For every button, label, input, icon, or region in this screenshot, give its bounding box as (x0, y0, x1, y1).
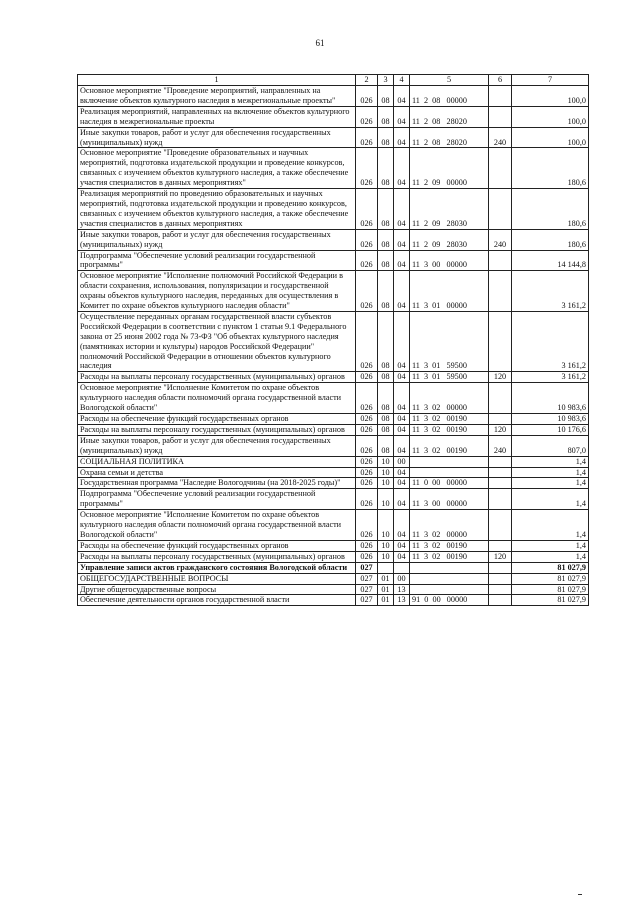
row-subsection-cell: 04 (394, 86, 410, 107)
row-admin-code-cell: 026 (356, 271, 378, 312)
row-subsection-cell: 04 (394, 435, 410, 456)
table-row (78, 489, 589, 510)
row-target-article-cell (410, 562, 489, 573)
row-amount-cell: 10 983,6 (512, 383, 589, 414)
row-admin-code-cell: 026 (356, 456, 378, 467)
row-admin-code-cell: 026 (356, 86, 378, 107)
row-expense-type-cell: 240 (489, 127, 512, 148)
row-subsection-cell: 04 (394, 489, 410, 510)
row-amount-cell: 81 027,9 (512, 573, 589, 584)
row-target-article-cell (410, 467, 489, 478)
row-section-cell: 08 (378, 189, 394, 230)
row-admin-code-cell: 026 (356, 229, 378, 250)
row-name-cell: Расходы на обеспечение функций государственных органов (78, 414, 356, 425)
row-admin-code-cell: 026 (356, 424, 378, 435)
row-amount-cell: 3 161,2 (512, 311, 589, 371)
table-row (78, 229, 589, 250)
row-expense-type-cell (489, 467, 512, 478)
row-expense-type-cell (489, 414, 512, 425)
row-admin-code-cell: 026 (356, 489, 378, 510)
row-expense-type-cell (489, 189, 512, 230)
row-expense-type-cell (489, 540, 512, 551)
row-target-article-cell: 11 3 02 00190 (410, 551, 489, 562)
row-name-cell: Реализация мероприятий, направленных на включение объектов культурного наследия в межрегиональные проекты (78, 106, 356, 127)
row-amount-cell: 3 161,2 (512, 271, 589, 312)
row-amount-cell: 1,4 (512, 551, 589, 562)
row-subsection-cell: 04 (394, 127, 410, 148)
table-row (78, 435, 589, 456)
row-name-cell: Государственная программа "Наследие Вологодчины (на 2018-2025 годы)" (78, 478, 356, 489)
row-section-cell: 08 (378, 271, 394, 312)
row-section-cell: 08 (378, 414, 394, 425)
header-cell: 7 (512, 75, 589, 86)
row-subsection-cell: 00 (394, 456, 410, 467)
page-number: 61 (315, 38, 325, 48)
row-name-cell: Расходы на обеспечение функций государственных органов (78, 540, 356, 551)
row-subsection-cell: 04 (394, 311, 410, 371)
row-target-article-cell: 11 2 08 00000 (410, 86, 489, 107)
row-expense-type-cell (489, 489, 512, 510)
row-target-article-cell: 11 3 01 00000 (410, 271, 489, 312)
row-subsection-cell: 04 (394, 478, 410, 489)
header-cell: 3 (378, 75, 394, 86)
row-amount-cell: 81 027,9 (512, 584, 589, 595)
row-name-cell: Реализация мероприятий по проведению образовательных и научных мероприятий, подготовка издательской продукции и проведению конкурсов, связанных с изучением объектов культурного наследия, а также обеспечение участия специалистов в данных мероприятиях (78, 189, 356, 230)
row-target-article-cell: 11 3 01 59500 (410, 372, 489, 383)
row-expense-type-cell (489, 271, 512, 312)
row-amount-cell: 1,4 (512, 478, 589, 489)
row-name-cell: Управление записи актов гражданского состояния Вологодской области (78, 562, 356, 573)
row-section-cell: 10 (378, 510, 394, 541)
row-admin-code-cell: 026 (356, 148, 378, 189)
table-row (78, 127, 589, 148)
row-amount-cell: 1,4 (512, 540, 589, 551)
row-target-article-cell (410, 573, 489, 584)
table-row (78, 595, 589, 606)
row-admin-code-cell: 026 (356, 127, 378, 148)
table-row (78, 148, 589, 189)
table-row (78, 584, 589, 595)
row-subsection-cell: 00 (394, 573, 410, 584)
row-section-cell: 10 (378, 478, 394, 489)
row-name-cell: СОЦИАЛЬНАЯ ПОЛИТИКА (78, 456, 356, 467)
row-section-cell (378, 562, 394, 573)
table-row (78, 106, 589, 127)
row-section-cell: 08 (378, 435, 394, 456)
row-subsection-cell: 04 (394, 467, 410, 478)
row-amount-cell: 10 176,6 (512, 424, 589, 435)
row-subsection-cell: 04 (394, 551, 410, 562)
row-admin-code-cell: 026 (356, 510, 378, 541)
header-cell: 6 (489, 75, 512, 86)
table-body (78, 86, 589, 606)
row-admin-code-cell: 026 (356, 189, 378, 230)
row-name-cell: ОБЩЕГОСУДАРСТВЕННЫЕ ВОПРОСЫ (78, 573, 356, 584)
row-admin-code-cell: 027 (356, 584, 378, 595)
row-amount-cell: 100,0 (512, 106, 589, 127)
row-expense-type-cell (489, 562, 512, 573)
row-amount-cell: 180,6 (512, 148, 589, 189)
table-row (78, 478, 589, 489)
row-target-article-cell: 91 0 00 00000 (410, 595, 489, 606)
row-section-cell: 10 (378, 456, 394, 467)
row-section-cell: 08 (378, 424, 394, 435)
row-target-article-cell: 11 3 02 00190 (410, 540, 489, 551)
row-subsection-cell: 04 (394, 540, 410, 551)
row-subsection-cell: 04 (394, 250, 410, 271)
row-target-article-cell: 11 3 00 00000 (410, 489, 489, 510)
row-amount-cell: 180,6 (512, 229, 589, 250)
row-target-article-cell: 11 3 02 00190 (410, 414, 489, 425)
row-section-cell: 10 (378, 467, 394, 478)
row-target-article-cell: 11 2 09 00000 (410, 148, 489, 189)
row-name-cell: Обеспечение деятельности органов государственной власти (78, 595, 356, 606)
row-name-cell: Иные закупки товаров, работ и услуг для обеспечения государственных (муниципальных) нужд (78, 229, 356, 250)
row-section-cell: 08 (378, 86, 394, 107)
row-amount-cell: 81 027,9 (512, 595, 589, 606)
row-target-article-cell: 11 2 09 28030 (410, 229, 489, 250)
row-target-article-cell: 11 3 02 00190 (410, 435, 489, 456)
row-name-cell: Основное мероприятие "Исполнение Комитетом по охране объектов культурного наследия области полномочий органа государственной власти Вологодской области" (78, 510, 356, 541)
row-admin-code-cell: 026 (356, 478, 378, 489)
row-target-article-cell (410, 456, 489, 467)
row-amount-cell: 81 027,9 (512, 562, 589, 573)
budget-table (77, 74, 589, 606)
row-section-cell: 08 (378, 311, 394, 371)
row-section-cell: 01 (378, 595, 394, 606)
table-row (78, 573, 589, 584)
row-admin-code-cell: 026 (356, 467, 378, 478)
row-target-article-cell: 11 2 09 28030 (410, 189, 489, 230)
table-row (78, 189, 589, 230)
row-section-cell: 10 (378, 551, 394, 562)
row-subsection-cell: 04 (394, 414, 410, 425)
row-expense-type-cell (489, 106, 512, 127)
row-admin-code-cell: 026 (356, 435, 378, 456)
row-expense-type-cell (489, 311, 512, 371)
row-expense-type-cell: 120 (489, 551, 512, 562)
table-row (78, 424, 589, 435)
row-amount-cell: 1,4 (512, 510, 589, 541)
row-name-cell: Охрана семьи и детства (78, 467, 356, 478)
row-target-article-cell: 11 3 02 00000 (410, 510, 489, 541)
row-name-cell: Основное мероприятие "Исполнение Комитетом по охране объектов культурного наследия области полномочий органа государственной власти Вологодской области" (78, 383, 356, 414)
row-section-cell: 10 (378, 489, 394, 510)
row-amount-cell: 1,4 (512, 489, 589, 510)
row-section-cell: 01 (378, 573, 394, 584)
row-name-cell: Подпрограмма "Обеспечение условий реализации государственной программы" (78, 250, 356, 271)
row-target-article-cell: 11 3 01 59500 (410, 311, 489, 371)
table-row (78, 250, 589, 271)
row-subsection-cell: 13 (394, 584, 410, 595)
row-expense-type-cell (489, 573, 512, 584)
row-subsection-cell: 04 (394, 383, 410, 414)
row-name-cell: Основное мероприятие "Проведение мероприятий, направленных на включение объектов культурного наследия в межрегиональные проекты" (78, 86, 356, 107)
header-cell: 1 (78, 75, 356, 86)
row-section-cell: 10 (378, 540, 394, 551)
row-expense-type-cell: 240 (489, 229, 512, 250)
row-admin-code-cell: 026 (356, 414, 378, 425)
row-expense-type-cell (489, 584, 512, 595)
row-amount-cell: 3 161,2 (512, 372, 589, 383)
table-header-row (78, 75, 589, 86)
row-admin-code-cell: 026 (356, 383, 378, 414)
row-amount-cell: 10 983,6 (512, 414, 589, 425)
row-subsection-cell (394, 562, 410, 573)
row-name-cell: Иные закупки товаров, работ и услуг для обеспечения государственных (муниципальных) нужд (78, 127, 356, 148)
row-expense-type-cell: 120 (489, 424, 512, 435)
row-target-article-cell (410, 584, 489, 595)
row-amount-cell: 807,0 (512, 435, 589, 456)
row-name-cell: Осуществление переданных органам государственной власти субъектов Российской Федерации в соответствии с пунктом 1 статьи 9.1 Федерального закона от 25 июня 2002 года № 73-ФЗ "Об объектах культурного наследия (памятниках истории и культуры) народов Российской Федерации" полномочий Российской Федерации в отношении объектов культурного наследия (78, 311, 356, 371)
row-name-cell: Основное мероприятие "Исполнение полномочий Российской Федерации в области сохранения, использования, популяризации и государственной охраны объектов культурного наследия, переданных для осуществления в Комитет по охране объектов культурного наследия области" (78, 271, 356, 312)
row-expense-type-cell: 120 (489, 372, 512, 383)
table-row (78, 510, 589, 541)
header-cell: 2 (356, 75, 378, 86)
row-target-article-cell: 11 2 08 28020 (410, 106, 489, 127)
table-row (78, 311, 589, 371)
row-section-cell: 08 (378, 127, 394, 148)
row-expense-type-cell (489, 510, 512, 541)
table-row (78, 383, 589, 414)
row-section-cell: 08 (378, 383, 394, 414)
row-name-cell: Подпрограмма "Обеспечение условий реализации государственной программы" (78, 489, 356, 510)
row-expense-type-cell (489, 250, 512, 271)
row-subsection-cell: 04 (394, 189, 410, 230)
table-row (78, 540, 589, 551)
row-admin-code-cell: 026 (356, 372, 378, 383)
row-section-cell: 08 (378, 106, 394, 127)
row-subsection-cell: 04 (394, 424, 410, 435)
row-subsection-cell: 13 (394, 595, 410, 606)
table-row (78, 86, 589, 107)
table-row (78, 414, 589, 425)
row-subsection-cell: 04 (394, 106, 410, 127)
table-row (78, 372, 589, 383)
row-expense-type-cell (489, 383, 512, 414)
row-amount-cell: 100,0 (512, 127, 589, 148)
row-subsection-cell: 04 (394, 510, 410, 541)
table-row (78, 456, 589, 467)
header-cell: 4 (394, 75, 410, 86)
row-admin-code-cell: 026 (356, 311, 378, 371)
row-amount-cell: 100,0 (512, 86, 589, 107)
row-admin-code-cell: 026 (356, 540, 378, 551)
row-section-cell: 08 (378, 148, 394, 189)
row-admin-code-cell: 027 (356, 573, 378, 584)
row-target-article-cell: 11 3 02 00000 (410, 383, 489, 414)
row-expense-type-cell (489, 456, 512, 467)
row-name-cell: Расходы на выплаты персоналу государственных (муниципальных) органов (78, 424, 356, 435)
row-admin-code-cell: 026 (356, 250, 378, 271)
row-expense-type-cell (489, 595, 512, 606)
row-section-cell: 08 (378, 372, 394, 383)
row-subsection-cell: 04 (394, 271, 410, 312)
header-cell: 5 (410, 75, 489, 86)
row-expense-type-cell: 240 (489, 435, 512, 456)
row-target-article-cell: 11 2 08 28020 (410, 127, 489, 148)
row-name-cell: Основное мероприятие "Проведение образовательных и научных мероприятий, подготовка издательской продукции и проведение конкурсов, связанных с изучением объектов культурного наследия, а также обеспечение участия специалистов в данных мероприятиях" (78, 148, 356, 189)
row-subsection-cell: 04 (394, 148, 410, 189)
row-target-article-cell: 11 3 00 00000 (410, 250, 489, 271)
row-amount-cell: 180,6 (512, 189, 589, 230)
row-amount-cell: 1,4 (512, 467, 589, 478)
table-row (78, 562, 589, 573)
table-row (78, 551, 589, 562)
row-section-cell: 01 (378, 584, 394, 595)
row-amount-cell: 14 144,8 (512, 250, 589, 271)
row-admin-code-cell: 026 (356, 551, 378, 562)
row-expense-type-cell (489, 86, 512, 107)
row-amount-cell: 1,4 (512, 456, 589, 467)
row-subsection-cell: 04 (394, 372, 410, 383)
row-section-cell: 08 (378, 229, 394, 250)
row-admin-code-cell: 027 (356, 595, 378, 606)
row-name-cell: Другие общегосударственные вопросы (78, 584, 356, 595)
row-expense-type-cell (489, 148, 512, 189)
row-expense-type-cell (489, 478, 512, 489)
row-target-article-cell: 11 3 02 00190 (410, 424, 489, 435)
row-name-cell: Расходы на выплаты персоналу государственных (муниципальных) органов (78, 372, 356, 383)
row-name-cell: Расходы на выплаты персоналу государственных (муниципальных) органов (78, 551, 356, 562)
scan-mark (578, 894, 582, 895)
table-row (78, 467, 589, 478)
row-section-cell: 08 (378, 250, 394, 271)
row-target-article-cell: 11 0 00 00000 (410, 478, 489, 489)
row-subsection-cell: 04 (394, 229, 410, 250)
table-row (78, 271, 589, 312)
row-admin-code-cell: 027 (356, 562, 378, 573)
row-name-cell: Иные закупки товаров, работ и услуг для обеспечения государственных (муниципальных) нужд (78, 435, 356, 456)
row-admin-code-cell: 026 (356, 106, 378, 127)
